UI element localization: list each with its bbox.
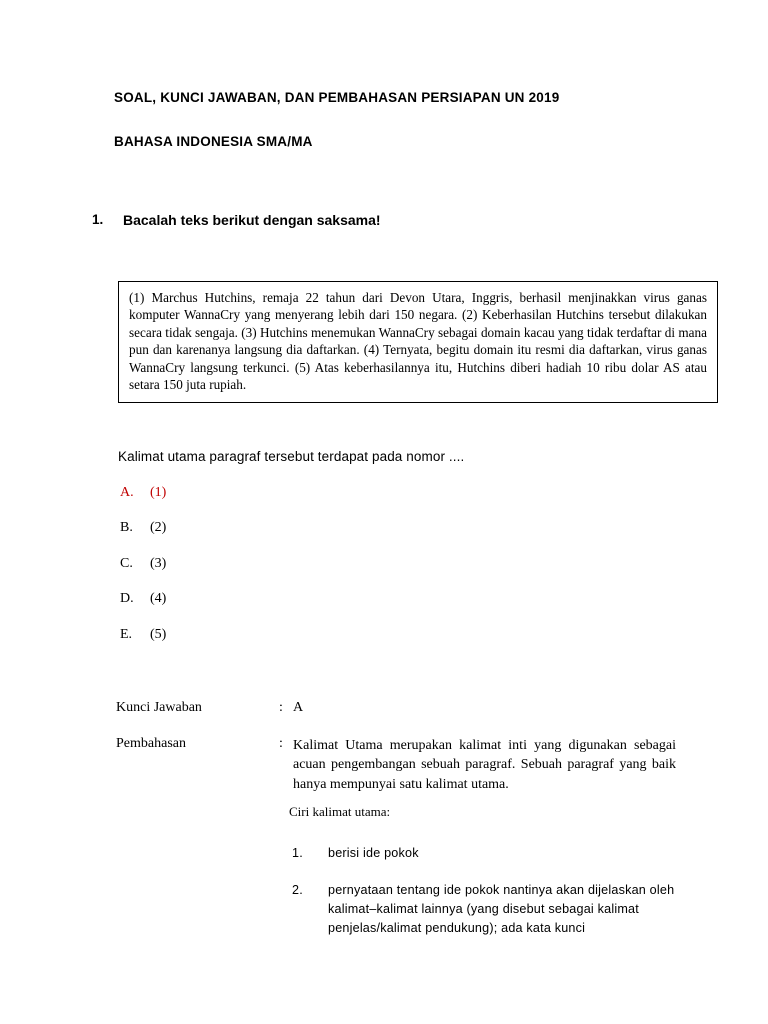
option-c[interactable] — [120, 556, 166, 572]
discussion-item-1-number: 1. — [292, 846, 303, 860]
discussion-text: Kalimat Utama merupakan kalimat inti yang digunakan sebagai acuan pengembangan sebuah paragraf. Sebuah paragraf yang baik hanya mempunyai satu kalimat utama. — [293, 738, 676, 792]
option-d-letter: D. — [120, 591, 134, 606]
option-d-text: (4) — [150, 591, 167, 606]
discussion-item-1-text: berisi ide pokok — [328, 846, 419, 860]
document-title: SOAL, KUNCI JAWABAN, DAN PEMBAHASAN PERSIAPAN UN 2019 — [114, 90, 560, 105]
passage-box: (1) Marchus Hutchins, remaja 22 tahun dari Devon Utara, Inggris, berhasil menjinakkan virus ganas komputer WannaCry yang menyerang lebih dari 150 negara. (2) Keberhasilan Hutchins tersebut dilakukan secara tidak sengaja. (3) Hutchins menemukan WannaCry sebagai domain kacau yang tidak terdaftar di mana pun dan karenanya langsung dia daftarkan. (4) Ternyata, begitu domain itu resmi dia daftarkan, virus ganas WannaCry langsung terkunci. (5) Atas keberhasilannya itu, Hutchins diberi hadiah 10 ribu dolar AS atau setara 150 juta rupiah. — [118, 281, 718, 403]
option-e-letter: E. — [120, 627, 133, 642]
option-d[interactable] — [120, 591, 166, 607]
document-subtitle: BAHASA INDONESIA SMA/MA — [114, 134, 313, 149]
discussion-colon: : — [279, 736, 283, 751]
question-stem: Kalimat utama paragraf tersebut terdapat pada nomor .... — [118, 449, 465, 464]
option-e-text: (5) — [150, 627, 167, 642]
option-e[interactable] — [120, 627, 166, 643]
discussion-subheading: Ciri kalimat utama: — [289, 804, 391, 819]
option-b-text: (2) — [150, 520, 167, 535]
option-a[interactable] — [120, 485, 166, 501]
discussion-item-2-number: 2. — [292, 883, 303, 897]
answer-key-label: Kunci Jawaban — [116, 700, 202, 715]
answer-key-value: A — [293, 700, 304, 715]
discussion-item-1 — [292, 844, 687, 863]
option-a-text: (1) — [150, 485, 167, 500]
question-instruction: Bacalah teks berikut dengan saksama! — [123, 212, 381, 228]
option-b-letter: B. — [120, 520, 133, 535]
option-c-letter: C. — [120, 556, 133, 571]
option-a-letter: A. — [120, 485, 134, 500]
answer-key-colon: : — [279, 700, 283, 715]
question-number: 1. — [92, 212, 104, 227]
discussion-item-2 — [292, 881, 687, 938]
discussion-item-2-text: pernyataan tentang ide pokok nantinya akan dijelaskan oleh kalimat–kalimat lainnya (yang disebut sebagai kalimat penjelas/kalimat pendukung); ada kata kunci — [328, 883, 675, 936]
option-b[interactable] — [120, 520, 166, 536]
discussion-label: Pembahasan — [116, 736, 186, 751]
option-c-text: (3) — [150, 556, 167, 571]
